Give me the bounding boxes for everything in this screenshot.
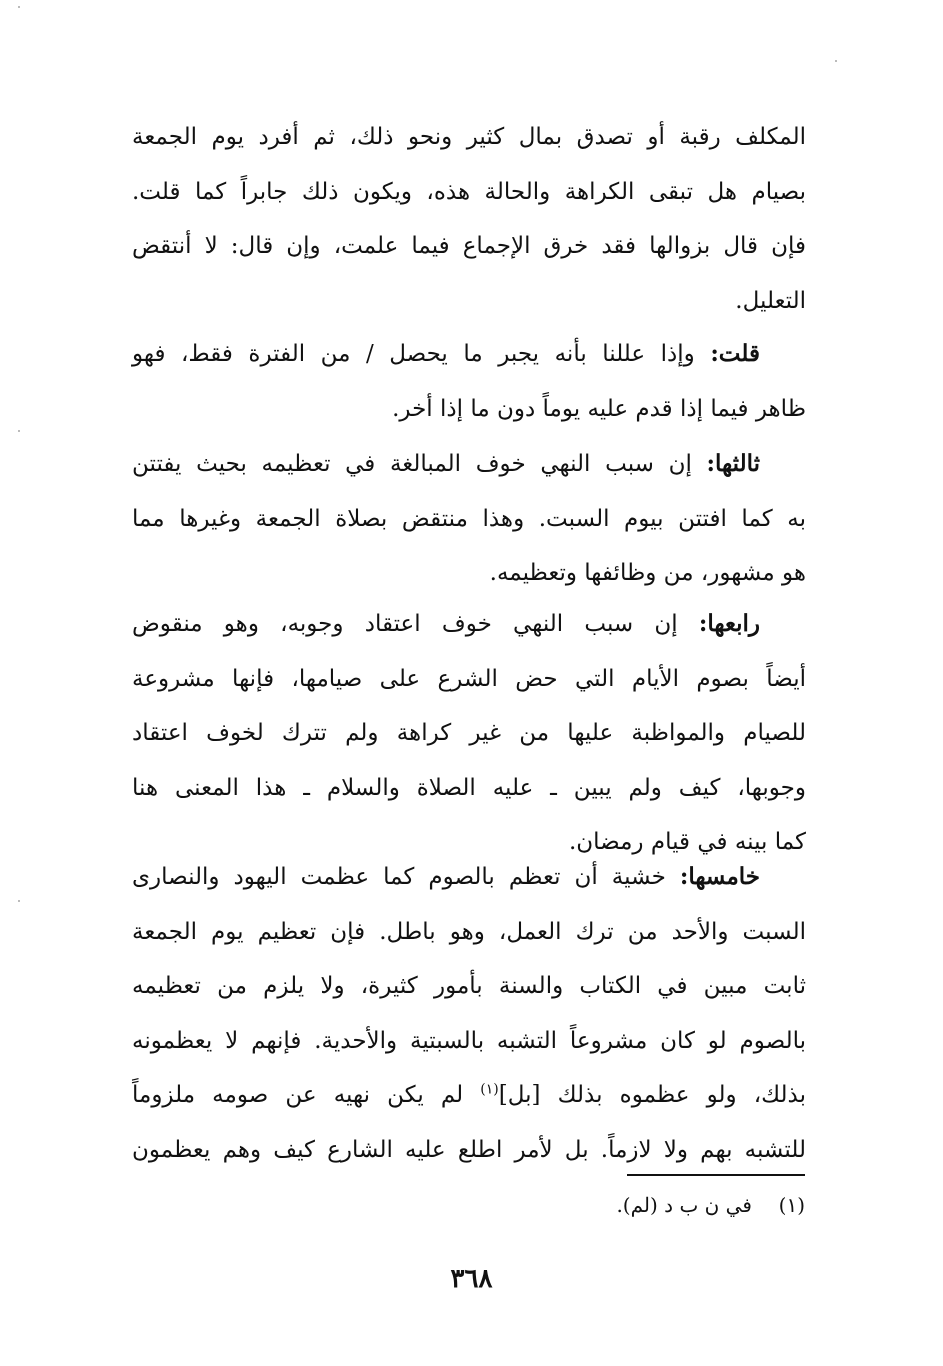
footnote-separator — [627, 1174, 805, 1176]
text-line: السبت والأحد من ترك العمل، وهو باطل. فإن تعظيم يوم الجمعة — [132, 918, 806, 945]
text-span: خشية أن تعظم بالصوم كما عظمت اليهود والنصارى — [132, 864, 680, 890]
text-line: للصيام والمواظبة عليها من غير كراهة ولم تترك لخوف اعتقاد — [132, 720, 806, 746]
page-number: ٣٦٨ — [450, 1264, 493, 1294]
text-line — [132, 1068, 806, 1123]
text-line: أيضاً بصوم الأيام التي حض الشرع على صيامها، فإنها مشروعة — [132, 665, 806, 692]
paragraph-1 — [132, 110, 806, 328]
text-line: التعليل. — [735, 287, 806, 314]
paragraph-lead: قلت: — [710, 340, 760, 367]
text-span: إن سبب النهي خوف المبالغة في تعظيمه بحيث يفتتن — [132, 451, 707, 477]
text-line — [132, 327, 806, 382]
text-line: المكلف رقبة أو تصدق بمال كثير ونحو ذلك، ثم أفرد يوم الجمعة — [132, 124, 806, 150]
paragraph-lead: ثالثها: — [706, 450, 760, 477]
scan-speck — [18, 6, 20, 8]
footnote — [616, 1190, 805, 1220]
paragraph-4 — [132, 597, 806, 870]
text-line: بالصوم لو كان مشروعاً التشبه بالسبتية والأحدية. فإنهم لا يعظمونه — [132, 1027, 806, 1054]
footnote-number: (١) — [778, 1193, 805, 1217]
text-span: بذلك، ولو عظموه بذلك [بل] — [498, 1082, 806, 1108]
text-line: كما بينه في قيام رمضان. — [568, 829, 806, 855]
text-span: لم يكن نهيه عن صومه ملزوماً — [132, 1082, 481, 1108]
text-line: ثابت مبين في الكتاب والسنة بأمور كثيرة، ولا يلزم من تعظيمه — [132, 973, 806, 999]
text-line: للتشبه بهم ولا لازماً. بل لأمر اطلع عليه الشارع كيف وهم يعظمون — [132, 1136, 806, 1163]
text-line — [132, 437, 806, 492]
text-line — [132, 597, 806, 652]
scan-speck — [835, 60, 837, 62]
text-line: فإن قال بزوالها فقد خرق الإجماع فيما علمت، وإن قال: لا أنتقض — [132, 233, 806, 259]
paragraph-lead: رابعها: — [698, 610, 760, 637]
footnote-text: في ن ب د (لم). — [616, 1193, 752, 1217]
text-line: هو مشهور، من وظائفها وتعظيمه. — [489, 560, 806, 586]
paragraph-2 — [132, 327, 806, 436]
text-line: به كما افتتن بيوم السبت. وهذا منتقض بصلاة الجمعة وغيرها مما — [132, 505, 806, 532]
text-line: وجوبها، كيف ولم يبين ـ عليه الصلاة والسلام ـ هذا المعنى هنا — [132, 774, 806, 801]
text-span: وإذا عللنا بأنه يجبر ما يحصل / من الفترة فقط، فهو — [132, 341, 711, 367]
text-span: إن سبب النهي خوف اعتقاد وجوبه، وهو منقوض — [132, 611, 699, 637]
scan-speck — [18, 430, 20, 432]
text-line: ظاهر فيما إذا قدم عليه يوماً دون ما إذا أخر. — [392, 395, 806, 422]
text-line — [132, 850, 806, 905]
paragraph-3 — [132, 437, 806, 601]
scan-speck — [18, 900, 20, 902]
paragraph-5 — [132, 850, 806, 1177]
paragraph-lead: خامسها: — [679, 863, 760, 890]
text-line: بصيام هل تبقى الكراهة والحالة هذه، ويكون ذلك جابراً كما قلت. — [132, 178, 806, 205]
footnote-reference[interactable]: (١) — [480, 1081, 499, 1098]
